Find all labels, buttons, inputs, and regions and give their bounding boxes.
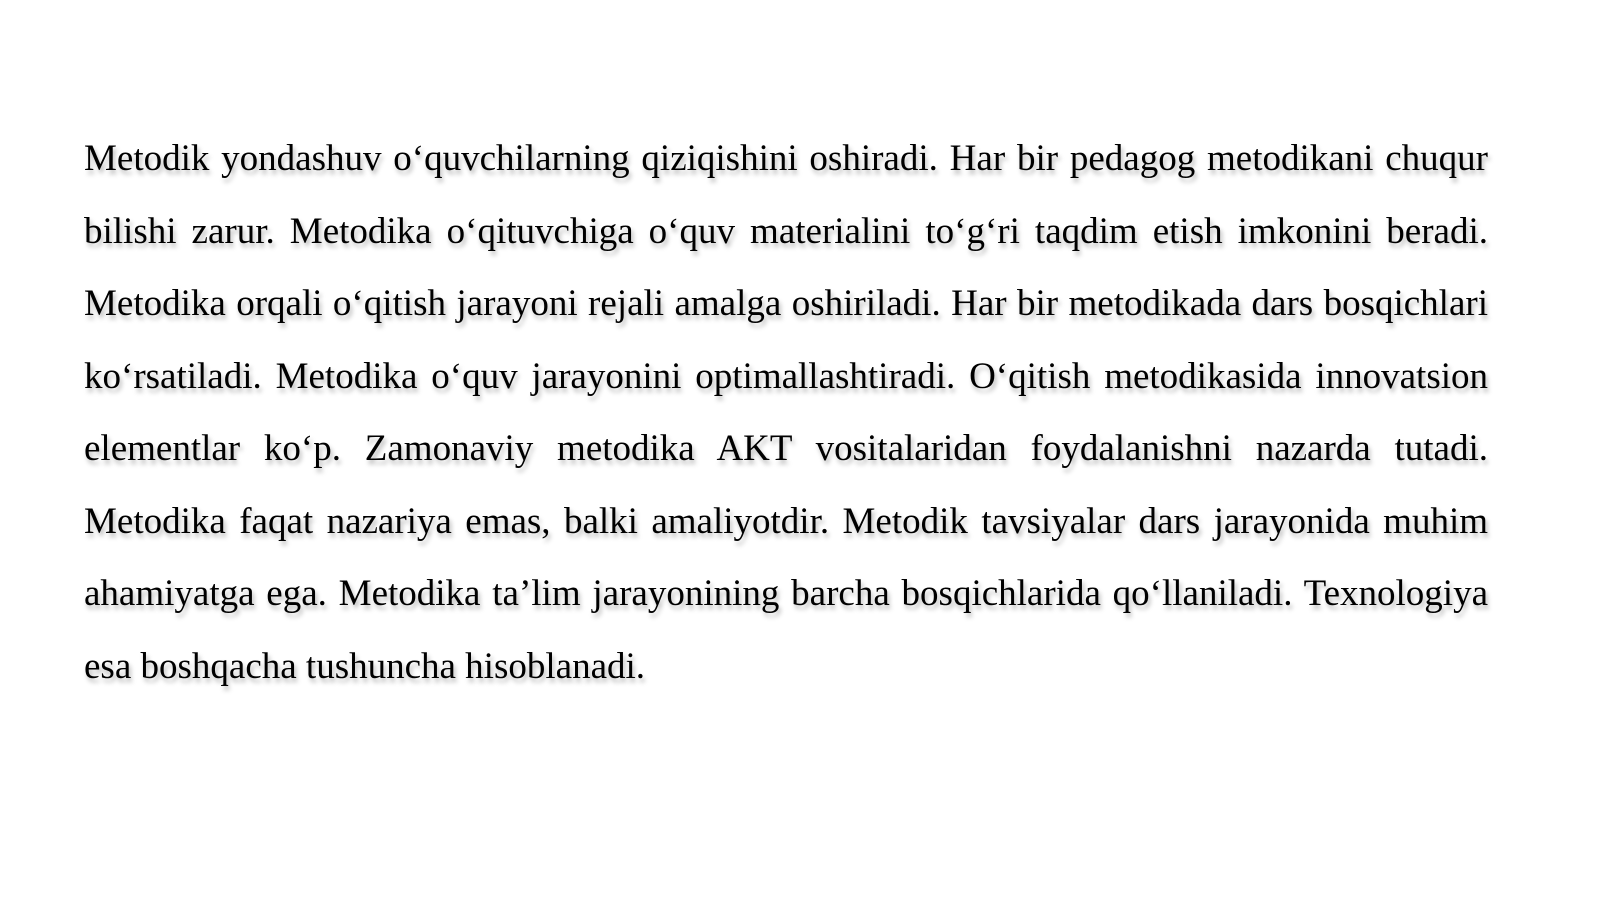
- body-paragraph: Metodik yondashuv o‘quvchilarning qiziqishini oshiradi. Har bir pedagog metodikani chuqur bilishi zarur. Metodika o‘qituvchiga o‘quv materialini to‘g‘ri taqdim etish imkonini beradi. Metodika orqali o‘qitish jarayoni rejali amalga oshiriladi. Har bir metodikada dars bosqichlari ko‘rsatiladi. Metodika o‘quv jarayonini optimallashtiradi. O‘qitish metodikasida innovatsion elementlar ko‘p. Zamonaviy metodika AKT vositalaridan foydalanishni nazarda tutadi. Metodika faqat nazariya emas, balki amaliyotdir. Metodik tavsiyalar dars jarayonida muhim ahamiyatga ega. Metodika ta’lim jarayonining barcha bosqichlarida qo‘llaniladi. Texnologiya esa boshqacha tushuncha hisoblanadi.: [84, 138, 1488, 687]
